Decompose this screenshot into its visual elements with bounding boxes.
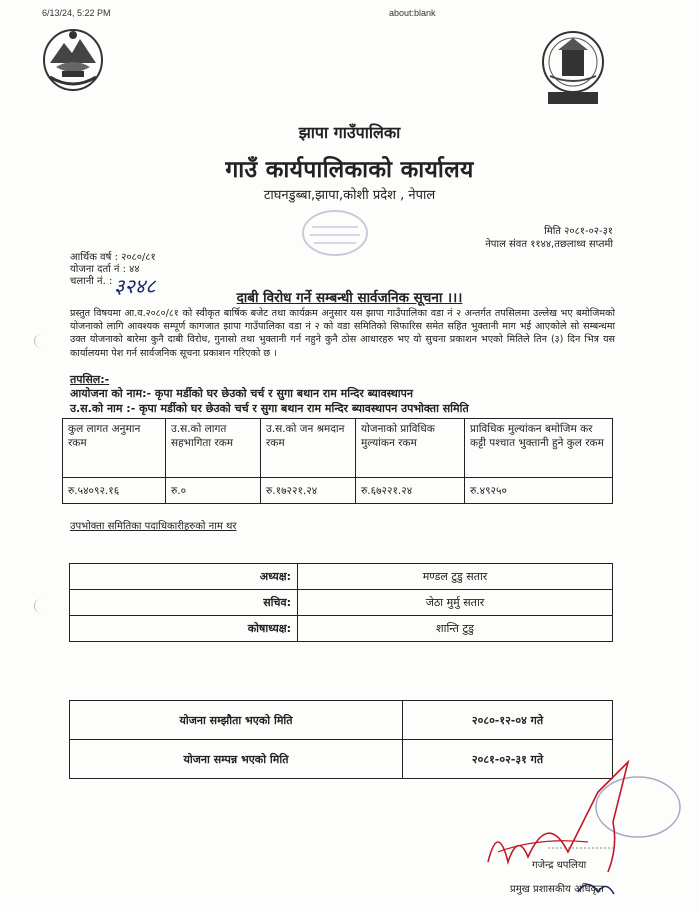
signatory-name: गजेन्द्र धपलिया	[532, 860, 587, 871]
official-role: सचिव:	[70, 590, 298, 616]
dispatch-number-handwritten: ३२४८	[114, 274, 156, 298]
plan-registration-number: योजना दर्ता नं : ४४	[70, 264, 140, 275]
table-row	[70, 701, 613, 740]
project-name: आयोजना को नाम:- कृपा मर्डीको घर छेउको चर्च र सुगा बथान राम मन्दिर ब्यावस्थापन	[70, 387, 413, 400]
cost-value-technical: रु.६७२२१.२४	[356, 478, 465, 504]
office-name: झापा गाउँपालिका	[298, 123, 401, 142]
cost-header-participation: उ.स.को लागत सहभागिता रकम	[166, 419, 261, 478]
agreement-date-value: २०८०-१२-०४ गते	[403, 701, 613, 740]
office-stamp	[300, 207, 370, 259]
cost-header-total: कुल लागत अनुमान रकम	[63, 419, 166, 478]
cost-header-technical: योजनाको प्राविधिक मुल्यांकन रकम	[356, 419, 465, 478]
official-role: अध्यक्ष:	[70, 564, 298, 590]
fiscal-year: आर्थिक वर्ष : २०८०/८१	[70, 252, 156, 263]
official-name: जेठा मुर्मु सतार	[298, 590, 613, 616]
cost-table	[62, 418, 613, 504]
cost-value-payable: रु.४९२५०	[465, 478, 613, 504]
notice-title: दाबी विरोध गर्ने सम्बन्धी सार्वजनिक सूचना ।।।	[236, 290, 463, 306]
punch-hole	[34, 334, 49, 348]
dispatch-number-label: चलानी नं. :	[70, 276, 113, 287]
completion-date-label: योजना सम्पन्न भएको मिति	[70, 740, 403, 779]
officer-signature	[478, 752, 683, 902]
details-heading: तपसिल:-	[70, 373, 110, 386]
official-role: कोषाध्यक्ष:	[70, 616, 298, 642]
nepal-emblem-logo	[42, 27, 104, 93]
print-datetime: 6/13/24, 5:22 PM	[42, 8, 111, 18]
cost-value-total: रु.५४०९२.१६	[63, 478, 166, 504]
punch-hole	[34, 599, 49, 613]
office-title: गाउँ कार्यपालिकाको कार्यालय	[225, 157, 474, 183]
signatory-title: प्रमुख प्रशासकीय अधिकृत	[510, 884, 604, 895]
official-name: मण्डल टुडु सतार	[298, 564, 613, 590]
cost-value-labour: रु.१७२२१.२४	[261, 478, 356, 504]
official-name: शान्ति टुडु	[298, 616, 613, 642]
officials-heading: उपभोक्ता समितिका पदाधिकारीहरुको नाम थर	[70, 521, 237, 532]
committee-name: उ.स.को नाम :- कृपा मर्डीको घर छेउको चर्च र सुगा बथान राम मन्दिर ब्यावस्थापन उपभोक्ता समिति	[70, 402, 469, 415]
officials-table	[69, 563, 613, 642]
nepal-sambat-date: नेपाल संवत ११४४,तछलाथ्व सप्तमी	[485, 239, 613, 250]
cost-header-labour: उ.स.को जन श्रमदान रकम	[261, 419, 356, 478]
notice-body: प्रस्तुत विषयमा आ.व.२०८०/८१ को स्वीकृत बार्षिक बजेट तथा कार्यक्रम अनुसार यस झापा गाउँपालिका वडा नं २ अन्तर्गत तपसिलमा उल्लेख भए बमोजिमको योजनाको लागि आवश्यक सम्पूर्ण कागजात झापा गाउँपालिका वडा नं २ को वडा समितिको सिफारिस समेत सहित भुक्तानी माग भई आएकोले सो सम्बन्धमा उक्त योजनाको बारेमा कुनै दाबी विरोध, गुनासो तथा भुक्तानी गर्न नहुने कुनै ठोस आधारहरु भए यो सुचना प्रकाशन भएको मितिले तिन (३) दिन भित्र यस कार्यालयमा पेश गर्न सार्वजनिक सूचना प्रकाशन गरिएको छ ।	[70, 308, 615, 359]
cost-header-payable: प्राविधिक मुल्यांकन बमोजिम कर कट्टी पश्चात भुक्तानी हुने कुल रकम	[465, 419, 613, 478]
table-row	[70, 564, 613, 590]
agreement-date-label: योजना सम्झौता भएको मिति	[70, 701, 403, 740]
completion-date-value: २०८१-०२-३१ गते	[403, 740, 613, 779]
print-url: about:blank	[389, 8, 436, 18]
table-row	[70, 616, 613, 642]
office-address: टाघनडुब्बा,झापा,कोशी प्रदेश , नेपाल	[263, 188, 436, 203]
cost-value-participation: रु.०	[166, 478, 261, 504]
table-row	[70, 590, 613, 616]
municipality-logo	[538, 26, 608, 110]
document-date: मिति २०८१-०२-३१	[544, 226, 613, 237]
